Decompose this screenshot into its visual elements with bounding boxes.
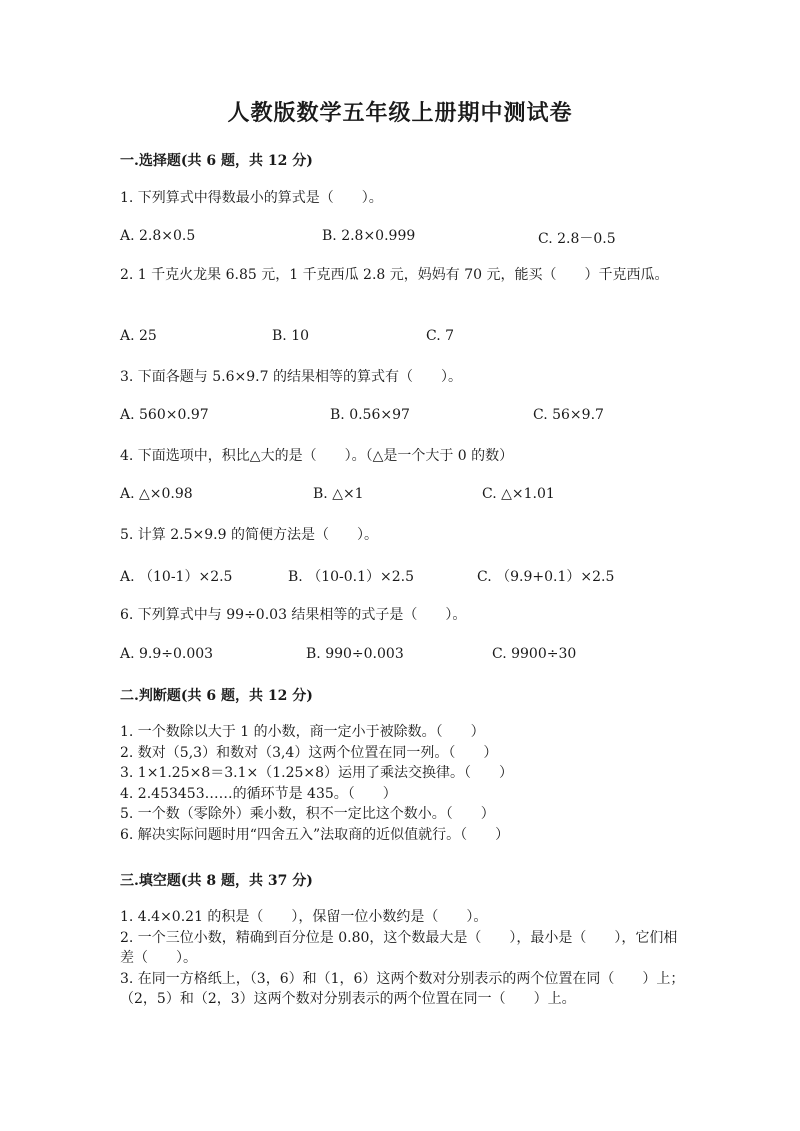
option-c: C. 9900÷30 xyxy=(492,646,577,662)
question-stem: 6. 下列算式中与 99÷0.03 结果相等的式子是（ ）。 xyxy=(120,607,467,623)
option-c: C. 7 xyxy=(426,328,455,344)
question-options xyxy=(120,486,680,506)
question-stem: 2. 1 千克火龙果 6.85 元，1 千克西瓜 2.8 元，妈妈有 70 元，能买（ ）千克西瓜。 xyxy=(120,267,669,283)
question-stem: 5. 计算 2.5×9.9 的简便方法是（ ）。 xyxy=(120,527,378,543)
section-heading-fill: 三.填空题(共 8 题，共 37 分) xyxy=(120,873,313,889)
question-stem: 1. 下列算式中得数最小的算式是（ ）。 xyxy=(120,190,383,206)
judge-item: 1. 一个数除以大于 1 的小数，商一定小于被除数。（ ） xyxy=(120,724,485,740)
page-title: 人教版数学五年级上册期中测试卷 xyxy=(227,100,573,126)
judge-item: 6. 解决实际问题时用“四舍五入”法取商的近似值就行。（ ） xyxy=(120,826,510,843)
option-c: C. 2.8－0.5 xyxy=(538,231,616,247)
question-options xyxy=(120,646,680,666)
option-b: B. （10-0.1）×2.5 xyxy=(288,569,414,585)
fill-item: 2. 一个三位小数，精确到百分位是 0.80，这个数最大是（ ），最小是（ ），它们相差（ ）。 xyxy=(120,929,678,966)
fill-list xyxy=(120,907,690,1010)
question-stem: 4. 下面选项中，积比△大的是（ ）。（△是一个大于 0 的数） xyxy=(120,448,514,464)
option-a: A. （10-1）×2.5 xyxy=(120,569,233,585)
judge-list xyxy=(120,722,690,845)
section-heading-judge: 二.判断题(共 6 题，共 12 分) xyxy=(120,688,313,704)
option-c: C. （9.9+0.1）×2.5 xyxy=(477,569,615,585)
option-b: B. △×1 xyxy=(313,486,364,502)
option-c: C. △×1.01 xyxy=(482,486,555,502)
option-a: A. △×0.98 xyxy=(120,486,193,502)
question-stem: 3. 下面各题与 5.6×9.7 的结果相等的算式有（ ）。 xyxy=(120,369,462,385)
option-a: A. 560×0.97 xyxy=(120,407,209,423)
section-heading-choice: 一.选择题(共 6 题，共 12 分) xyxy=(120,153,313,169)
judge-item: 2. 数对（5,3）和数对（3,4）这两个位置在同一列。（ ） xyxy=(120,744,498,761)
judge-item: 4. 2.453453……的循环节是 435。（ ） xyxy=(120,785,397,802)
question-options xyxy=(120,407,680,427)
option-a: A. 2.8×0.5 xyxy=(120,228,196,244)
option-a: A. 25 xyxy=(120,328,157,344)
judge-item: 3. 1×1.25×8＝3.1×（1.25×8）运用了乘法交换律。（ ） xyxy=(120,765,514,781)
option-b: B. 990÷0.003 xyxy=(306,646,404,662)
option-b: B. 2.8×0.999 xyxy=(322,228,416,244)
option-c: C. 56×9.7 xyxy=(533,407,604,423)
fill-item: 3. 在同一方格纸上，（3，6）和（1，6）这两个数对分别表示的两个位置在同（ ）上；（2，5）和（2，3）这两个数对分别表示的两个位置在同一（ ）上。 xyxy=(120,970,685,1007)
question-options xyxy=(120,566,680,586)
option-b: B. 0.56×97 xyxy=(330,407,410,423)
fill-item: 1. 4.4×0.21 的积是（ ），保留一位小数约是（ ）。 xyxy=(120,909,488,925)
question-options xyxy=(120,328,680,348)
option-b: B. 10 xyxy=(272,328,310,344)
question-options xyxy=(120,228,680,248)
option-a: A. 9.9÷0.003 xyxy=(120,646,214,662)
judge-item: 5. 一个数（零除外）乘小数，积不一定比这个数小。（ ） xyxy=(120,806,495,822)
